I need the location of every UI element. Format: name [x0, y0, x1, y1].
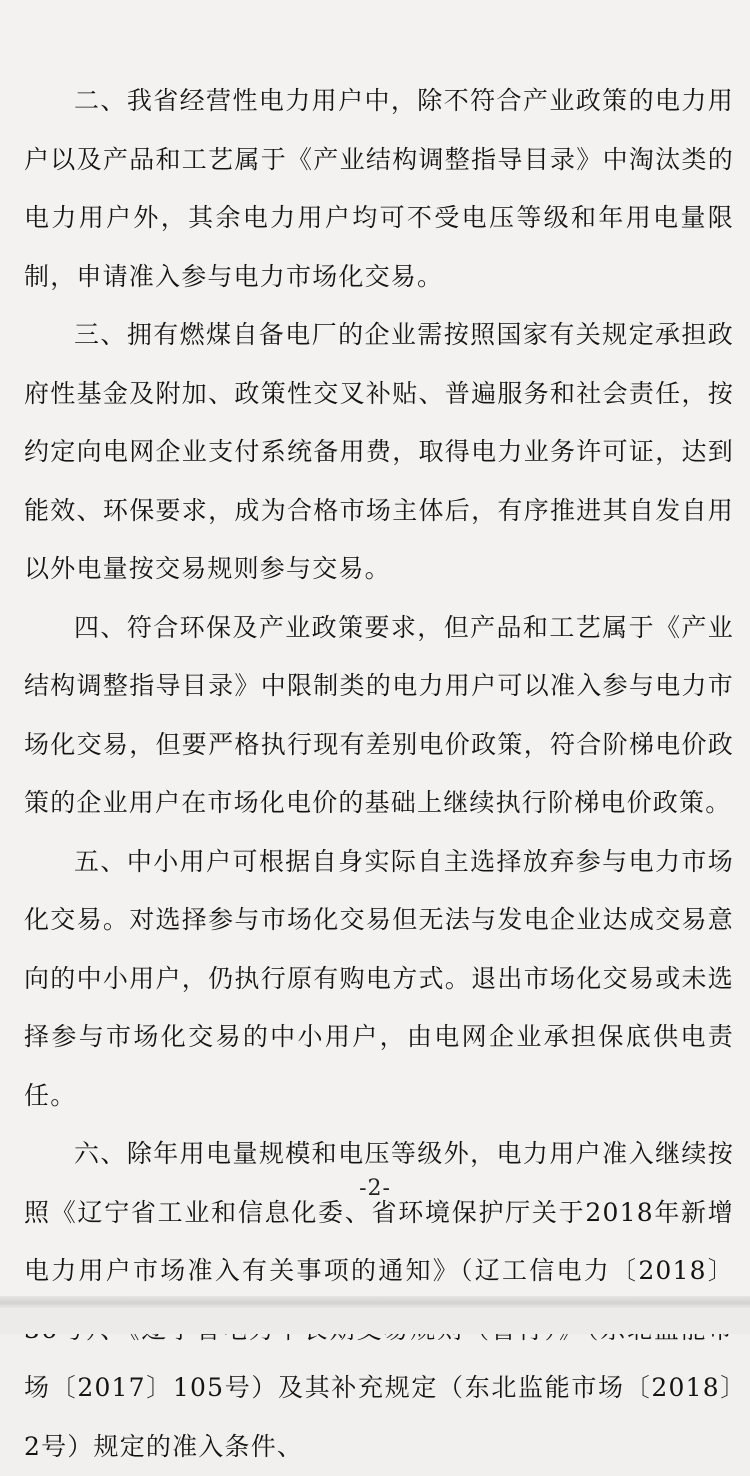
paragraph-2: 二、我省经营性电力用户中，除不符合产业政策的电力用户以及产品和工艺属于《产业结构调整指导目录》中淘汰类的电力用户外，其余电力用户均可不受电压等级和年用电量限制，申请准入参与电力市场化交易。	[24, 86, 734, 291]
bottom-strip	[0, 1308, 750, 1334]
paragraph-3: 三、拥有燃煤自备电厂的企业需按照国家有关规定承担政府性基金及附加、政策性交叉补贴、普遍服务和社会责任，按约定向电网企业支付系统备用费，取得电力业务许可证，达到能效、环保要求，成为合格市场主体后，有序推进其自发自用以外电量按交易规则参与交易。	[24, 320, 734, 583]
paragraph-5: 五、中小用户可根据自身实际自主选择放弃参与电力市场化交易。对选择参与市场化交易但无法与发电企业达成交易意向的中小用户，仍执行原有购电方式。退出市场化交易或未选择参与市场化交易的中小用户，由电网企业承担保底供电责任。	[24, 846, 734, 1110]
paragraph-6: 六、除年用电量规模和电压等级外，电力用户准入继续按照《辽宁省工业和信息化委、省环境保护厅关于2018年新增电力用户市场准入有关事项的通知》（辽工信电力〔2018〕 场〔2017〕105号）及其补充规定（东北监能市场〔2018〕2号）规定的准入条件、	[24, 1139, 734, 1461]
document-body	[24, 72, 734, 1476]
paragraph-4: 四、符合环保及产业政策要求，但产品和工艺属于《产业结构调整指导目录》中限制类的电力用户可以准入参与电力市场化交易，但要严格执行现有差别电价政策，符合阶梯电价政策的企业用户在市场化电价的基础上继续执行阶梯电价政策。	[24, 612, 734, 817]
page-fold-shadow	[0, 1296, 750, 1308]
page-number: -2-	[359, 1176, 391, 1201]
